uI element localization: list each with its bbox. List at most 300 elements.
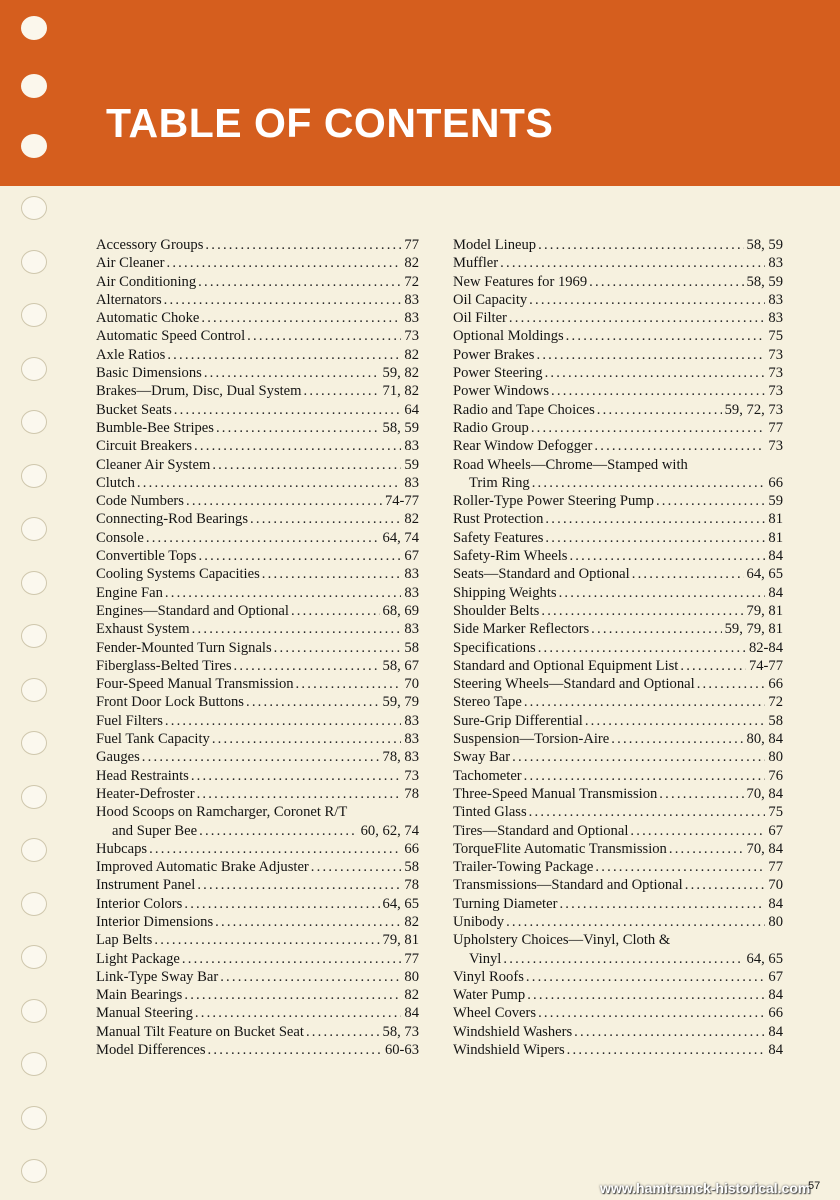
toc-entry-page: 64, 65 xyxy=(382,895,419,912)
toc-entry-page: 79, 81 xyxy=(382,932,419,949)
toc-entry-label: Safety-Rim Wheels xyxy=(453,548,568,565)
toc-entry-label: Turning Diameter xyxy=(453,895,558,912)
header-banner xyxy=(0,0,840,186)
toc-entry-page: 82 xyxy=(404,913,419,930)
toc-entry-label: Safety Features xyxy=(453,529,544,546)
toc-entry-page: 64 xyxy=(404,401,419,418)
dot-leader xyxy=(192,620,402,638)
toc-entry-page: 59, 79 xyxy=(382,694,419,711)
dot-leader xyxy=(197,785,402,803)
dot-leader xyxy=(208,1041,382,1059)
toc-entry-label: Convertible Tops xyxy=(96,548,197,565)
toc-entry-label: Model Differences xyxy=(96,1042,206,1059)
binder-hole xyxy=(21,517,47,541)
contents-column-left xyxy=(96,236,419,1059)
toc-entry-label: Shipping Weights xyxy=(453,584,557,601)
toc-entry-label: Code Numbers xyxy=(96,493,184,510)
toc-entry-page: 78 xyxy=(404,785,419,802)
toc-entry xyxy=(96,675,419,693)
toc-entry xyxy=(96,876,419,894)
toc-entry-page: 77 xyxy=(768,859,783,876)
toc-entry-page: 58 xyxy=(768,712,783,729)
toc-entry xyxy=(453,712,783,730)
toc-entry-label: TorqueFlite Automatic Transmission xyxy=(453,840,667,857)
toc-entry-label: Trim Ring xyxy=(469,474,530,491)
binder-holes xyxy=(0,0,60,1200)
dot-leader xyxy=(585,712,766,730)
dot-leader xyxy=(174,401,402,419)
toc-entry-page: 77 xyxy=(404,237,419,253)
toc-entry-page: 70, 84 xyxy=(746,840,783,857)
toc-entry-label: Four-Speed Manual Transmission xyxy=(96,676,294,693)
toc-entry-page: 66 xyxy=(768,676,783,693)
watermark: www.hamtramck-historical.com xyxy=(600,1180,811,1196)
binder-hole xyxy=(21,1106,47,1130)
binder-hole xyxy=(21,16,47,40)
toc-entry xyxy=(453,1004,783,1022)
toc-entry-label: Interior Colors xyxy=(96,895,183,912)
toc-entry xyxy=(96,730,419,748)
toc-entry-label: Trailer-Towing Package xyxy=(453,859,594,876)
toc-entry-page: 82 xyxy=(404,255,419,272)
toc-entry-label: Water Pump xyxy=(453,987,526,1004)
toc-entry-page: 72 xyxy=(768,694,783,711)
toc-entry-page: 58, 59 xyxy=(746,273,783,290)
dot-leader xyxy=(632,565,744,583)
toc-entry-label: Cleaner Air System xyxy=(96,456,211,473)
toc-entry-page: 75 xyxy=(768,328,783,345)
toc-entry xyxy=(453,584,783,602)
toc-entry xyxy=(453,437,783,455)
toc-entry xyxy=(96,236,419,254)
toc-entry-page: 70 xyxy=(768,877,783,894)
toc-entry-page: 80, 84 xyxy=(746,731,783,748)
dot-leader xyxy=(165,712,402,730)
toc-entry-page: 66 xyxy=(768,1005,783,1022)
toc-entry-page: 68, 69 xyxy=(382,602,419,619)
toc-entry-label: Fiberglass-Belted Tires xyxy=(96,657,232,674)
toc-entry-page: 83 xyxy=(404,474,419,491)
toc-entry-label: Light Package xyxy=(96,950,180,967)
toc-entry xyxy=(96,1041,419,1059)
toc-entry-label: Improved Automatic Brake Adjuster xyxy=(96,859,309,876)
toc-entry xyxy=(96,529,419,547)
toc-entry-page: 78 xyxy=(404,877,419,894)
dot-leader xyxy=(680,657,746,675)
toc-entry-label: Side Marker Reflectors xyxy=(453,621,590,638)
toc-entry-label: Power Steering xyxy=(453,365,543,382)
toc-entry-label: Radio and Tape Choices xyxy=(453,401,595,418)
toc-entry-page: 82 xyxy=(404,987,419,1004)
toc-entry-line: Upholstery Choices—Vinyl, Cloth & xyxy=(453,932,671,949)
toc-entry-page: 58 xyxy=(404,639,419,656)
toc-entry-label: Rear Window Defogger xyxy=(453,438,593,455)
toc-entry xyxy=(453,309,783,327)
toc-entry-label: Tinted Glass xyxy=(453,804,527,821)
dot-leader xyxy=(197,876,401,894)
toc-entry-label: Model Lineup xyxy=(453,237,537,253)
dot-leader xyxy=(212,456,401,474)
toc-entry-page: 67 xyxy=(768,822,783,839)
toc-entry-page: 59 xyxy=(404,456,419,473)
toc-entry xyxy=(96,401,419,419)
toc-entry-page: 83 xyxy=(768,255,783,272)
toc-entry xyxy=(96,456,419,474)
toc-entry-label: Axle Ratios xyxy=(96,346,166,363)
page-number: 57 xyxy=(808,1180,821,1192)
dot-leader xyxy=(538,236,743,254)
dot-leader xyxy=(524,693,766,711)
toc-entry-page: 73 xyxy=(768,383,783,400)
toc-entry xyxy=(453,657,783,675)
toc-entry xyxy=(453,913,783,931)
toc-entry-page: 84 xyxy=(768,584,783,601)
toc-entry-page: 58 xyxy=(404,859,419,876)
toc-entry-label: Fuel Tank Capacity xyxy=(96,731,210,748)
toc-entry xyxy=(96,273,419,291)
toc-entry-label: Wheel Covers xyxy=(453,1005,537,1022)
toc-entry-page: 77 xyxy=(404,950,419,967)
toc-entry-label: Clutch xyxy=(96,474,135,491)
toc-entry xyxy=(96,639,419,657)
toc-entry xyxy=(96,309,419,327)
toc-entry-label: Interior Dimensions xyxy=(96,913,214,930)
dot-leader xyxy=(274,639,402,657)
toc-entry-label: Exhaust System xyxy=(96,621,190,638)
dot-leader xyxy=(182,950,402,968)
dot-leader xyxy=(164,291,402,309)
toc-entry xyxy=(96,986,419,1004)
toc-entry xyxy=(96,364,419,382)
toc-entry-label: Specifications xyxy=(453,639,536,656)
toc-entry-page: 73 xyxy=(404,328,419,345)
toc-entry xyxy=(453,748,783,766)
toc-entry-label: Heater-Defroster xyxy=(96,785,195,802)
dot-leader xyxy=(697,675,766,693)
toc-entry-label: Lap Belts xyxy=(96,932,153,949)
dot-leader xyxy=(529,291,765,309)
toc-entry-label: Sway Bar xyxy=(453,749,511,766)
toc-entry xyxy=(453,1041,783,1059)
toc-entry xyxy=(453,474,783,492)
toc-entry xyxy=(96,382,419,400)
toc-entry-label: Bumble-Bee Stripes xyxy=(96,419,214,436)
toc-entry-page: 59 xyxy=(768,493,783,510)
toc-entry-page: 73 xyxy=(768,346,783,363)
toc-entry-page: 82 xyxy=(404,346,419,363)
toc-entry-label: Rust Protection xyxy=(453,511,544,528)
toc-entry-page: 73 xyxy=(768,438,783,455)
dot-leader xyxy=(551,382,765,400)
toc-entry-label: Engine Fan xyxy=(96,584,163,601)
toc-entry-label: Automatic Choke xyxy=(96,310,200,327)
dot-leader xyxy=(234,657,380,675)
toc-entry-page: 73 xyxy=(768,365,783,382)
toc-entry xyxy=(453,529,783,547)
toc-entry-page: 70 xyxy=(404,676,419,693)
toc-entry xyxy=(96,565,419,583)
toc-entry xyxy=(453,327,783,345)
toc-entry xyxy=(453,602,783,620)
dot-leader xyxy=(204,364,380,382)
toc-entry-label: New Features for 1969 xyxy=(453,273,588,290)
toc-entry-label: Circuit Breakers xyxy=(96,438,193,455)
dot-leader xyxy=(526,968,766,986)
dot-leader xyxy=(527,986,765,1004)
toc-entry xyxy=(453,730,783,748)
toc-entry-label: Oil Filter xyxy=(453,310,507,327)
dot-leader xyxy=(532,474,766,492)
toc-entry xyxy=(96,437,419,455)
contents-column-right xyxy=(453,236,783,1059)
toc-entry-page: 67 xyxy=(404,548,419,565)
dot-leader xyxy=(656,492,765,510)
toc-entry-page: 81 xyxy=(768,511,783,528)
toc-entry xyxy=(453,565,783,583)
toc-entry-label: Hubcaps xyxy=(96,840,148,857)
toc-entry xyxy=(96,474,419,492)
dot-leader xyxy=(165,584,402,602)
toc-entry-page: 58, 67 xyxy=(382,657,419,674)
toc-entry-label: Tachometer xyxy=(453,767,522,784)
dot-leader xyxy=(198,547,401,565)
toc-entry-line: Hood Scoops on Ramcharger, Coronet R/T xyxy=(96,804,348,821)
toc-entry-page: 74-77 xyxy=(748,657,783,674)
dot-leader xyxy=(215,913,401,931)
toc-entry-page: 84 xyxy=(768,987,783,1004)
toc-entry xyxy=(96,785,419,803)
dot-leader xyxy=(184,986,401,1004)
toc-entry xyxy=(96,620,419,638)
toc-entry xyxy=(96,419,419,437)
toc-entry-label: Windshield Washers xyxy=(453,1023,573,1040)
toc-entry xyxy=(453,822,783,840)
toc-entry xyxy=(96,492,419,510)
toc-entry-page: 80 xyxy=(768,913,783,930)
toc-entry-label: Gauges xyxy=(96,749,140,766)
dot-leader xyxy=(630,822,765,840)
binder-hole xyxy=(21,1052,47,1076)
dot-leader xyxy=(669,840,744,858)
dot-leader xyxy=(184,895,379,913)
toc-entry-label: Windshield Wipers xyxy=(453,1042,565,1059)
binder-hole xyxy=(21,410,47,434)
dot-leader xyxy=(503,950,743,968)
toc-entry-page: 66 xyxy=(404,840,419,857)
toc-entry-page: 70, 84 xyxy=(746,785,783,802)
toc-entry xyxy=(96,291,419,309)
dot-leader xyxy=(191,767,402,785)
toc-entry xyxy=(453,1023,783,1041)
toc-entry-page: 82 xyxy=(404,511,419,528)
dot-leader xyxy=(166,254,401,272)
toc-entry-page: 81 xyxy=(768,529,783,546)
toc-entry-label: Seats—Standard and Optional xyxy=(453,566,630,583)
toc-entry-label: Transmissions—Standard and Optional xyxy=(453,877,683,894)
toc-entry-page: 72 xyxy=(404,273,419,290)
dot-leader xyxy=(567,1041,766,1059)
toc-entry-label: Radio Group xyxy=(453,419,529,436)
toc-entry-page: 71, 82 xyxy=(382,383,419,400)
toc-entry-label: Muffler xyxy=(453,255,499,272)
toc-entry xyxy=(453,950,783,968)
toc-entry xyxy=(453,492,783,510)
toc-entry xyxy=(453,895,783,913)
toc-entry xyxy=(453,876,783,894)
toc-entry xyxy=(96,510,419,528)
toc-entry-label: Power Windows xyxy=(453,383,550,400)
dot-leader xyxy=(304,382,380,400)
toc-entry-page: 59, 72, 73 xyxy=(724,401,783,418)
dot-leader xyxy=(137,474,401,492)
toc-entry-label: Three-Speed Manual Transmission xyxy=(453,785,658,802)
toc-entry-label: Tires—Standard and Optional xyxy=(453,822,629,839)
toc-entry-page: 79, 81 xyxy=(746,602,783,619)
binder-hole xyxy=(21,303,47,327)
dot-leader xyxy=(559,584,766,602)
toc-entry xyxy=(96,931,419,949)
binder-hole xyxy=(21,678,47,702)
toc-entry xyxy=(453,858,783,876)
dot-leader xyxy=(220,968,401,986)
dot-leader xyxy=(142,748,380,766)
toc-entry-page: 82-84 xyxy=(748,639,783,656)
toc-entry-label: Sure-Grip Differential xyxy=(453,712,583,729)
toc-entry xyxy=(453,547,783,565)
dot-leader xyxy=(512,748,765,766)
toc-entry-page: 74-77 xyxy=(384,493,419,510)
toc-entry-page: 66 xyxy=(768,474,783,491)
toc-entry-page: 83 xyxy=(404,291,419,308)
toc-entry xyxy=(453,364,783,382)
binder-hole xyxy=(21,74,47,98)
toc-entry-label: Roller-Type Power Steering Pump xyxy=(453,493,654,510)
toc-entry-label: Console xyxy=(96,529,144,546)
toc-entry-label: Unibody xyxy=(453,913,505,930)
dot-leader xyxy=(538,639,746,657)
dot-leader xyxy=(589,273,743,291)
dot-leader xyxy=(205,236,401,254)
toc-entry xyxy=(453,968,783,986)
binder-hole xyxy=(21,838,47,862)
dot-leader xyxy=(311,858,402,876)
page-title: TABLE OF CONTENTS xyxy=(106,100,554,146)
binder-hole xyxy=(21,892,47,916)
dot-leader xyxy=(574,1023,765,1041)
dot-leader xyxy=(538,1004,765,1022)
toc-entry xyxy=(96,712,419,730)
dot-leader xyxy=(212,730,402,748)
dot-leader xyxy=(198,273,401,291)
toc-entry-label: Engines—Standard and Optional xyxy=(96,602,289,619)
toc-entry-label: Stereo Tape xyxy=(453,694,522,711)
toc-entry-label: Head Restraints xyxy=(96,767,189,784)
toc-entry xyxy=(96,547,419,565)
toc-entry-page: 59, 82 xyxy=(382,365,419,382)
toc-entry xyxy=(96,968,419,986)
dot-leader xyxy=(597,401,722,419)
dot-leader xyxy=(611,730,743,748)
dot-leader xyxy=(146,529,380,547)
dot-leader xyxy=(569,547,765,565)
toc-entry xyxy=(96,950,419,968)
toc-entry-label: Main Bearings xyxy=(96,987,183,1004)
dot-leader xyxy=(685,876,766,894)
toc-entry xyxy=(96,657,419,675)
toc-entry-label: Connecting-Rod Bearings xyxy=(96,511,248,528)
toc-entry-page: 77 xyxy=(768,419,783,436)
dot-leader xyxy=(591,620,721,638)
toc-entry-label: Brakes—Drum, Disc, Dual System xyxy=(96,383,302,400)
binder-hole xyxy=(21,731,47,755)
binder-hole xyxy=(21,571,47,595)
toc-entry-page: 67 xyxy=(768,968,783,985)
toc-entry xyxy=(96,254,419,272)
dot-leader xyxy=(566,327,766,345)
toc-entry-label: Oil Capacity xyxy=(453,291,528,308)
toc-entry xyxy=(453,346,783,364)
dot-leader xyxy=(545,529,765,547)
toc-entry-label: Optional Moldings xyxy=(453,328,564,345)
toc-entry xyxy=(453,291,783,309)
toc-entry-label: Bucket Seats xyxy=(96,401,172,418)
toc-entry-page: 60, 62, 74 xyxy=(360,822,419,839)
toc-entry xyxy=(453,785,783,803)
toc-entry xyxy=(453,767,783,785)
toc-entry-page: 83 xyxy=(404,712,419,729)
dot-leader xyxy=(194,437,401,455)
toc-entry-page: 84 xyxy=(768,1023,783,1040)
dot-leader xyxy=(216,419,380,437)
toc-entry xyxy=(453,254,783,272)
toc-entry-label: Instrument Panel xyxy=(96,877,196,894)
binder-hole xyxy=(21,1159,47,1183)
dot-leader xyxy=(167,346,401,364)
toc-entry-page: 59, 79, 81 xyxy=(724,621,783,638)
toc-entry xyxy=(453,986,783,1004)
toc-entry-label: Power Brakes xyxy=(453,346,535,363)
toc-entry xyxy=(96,822,419,840)
toc-entry-page: 78, 83 xyxy=(382,749,419,766)
toc-entry-label: Cooling Systems Capacities xyxy=(96,566,260,583)
dot-leader xyxy=(149,840,401,858)
dot-leader xyxy=(291,602,380,620)
toc-entry-label: Vinyl Roofs xyxy=(453,968,524,985)
toc-entry xyxy=(96,1023,419,1041)
toc-entry-label: Steering Wheels—Standard and Optional xyxy=(453,676,695,693)
dot-leader xyxy=(541,602,743,620)
binder-hole xyxy=(21,196,47,220)
dot-leader xyxy=(154,931,379,949)
toc-entry xyxy=(453,675,783,693)
binder-hole xyxy=(21,999,47,1023)
toc-entry xyxy=(453,236,783,254)
toc-entry-page: 83 xyxy=(404,438,419,455)
toc-entry-label: Shoulder Belts xyxy=(453,602,540,619)
dot-leader xyxy=(506,913,765,931)
toc-entry xyxy=(96,693,419,711)
toc-entry xyxy=(96,346,419,364)
toc-entry xyxy=(96,1004,419,1022)
toc-entry-page: 75 xyxy=(768,804,783,821)
dot-leader xyxy=(594,437,765,455)
toc-entry xyxy=(453,803,783,821)
dot-leader xyxy=(529,803,766,821)
toc-entry-page: 58, 59 xyxy=(382,419,419,436)
toc-entry-page: 80 xyxy=(404,968,419,985)
binder-hole xyxy=(21,624,47,648)
toc-entry-page: 80 xyxy=(768,749,783,766)
